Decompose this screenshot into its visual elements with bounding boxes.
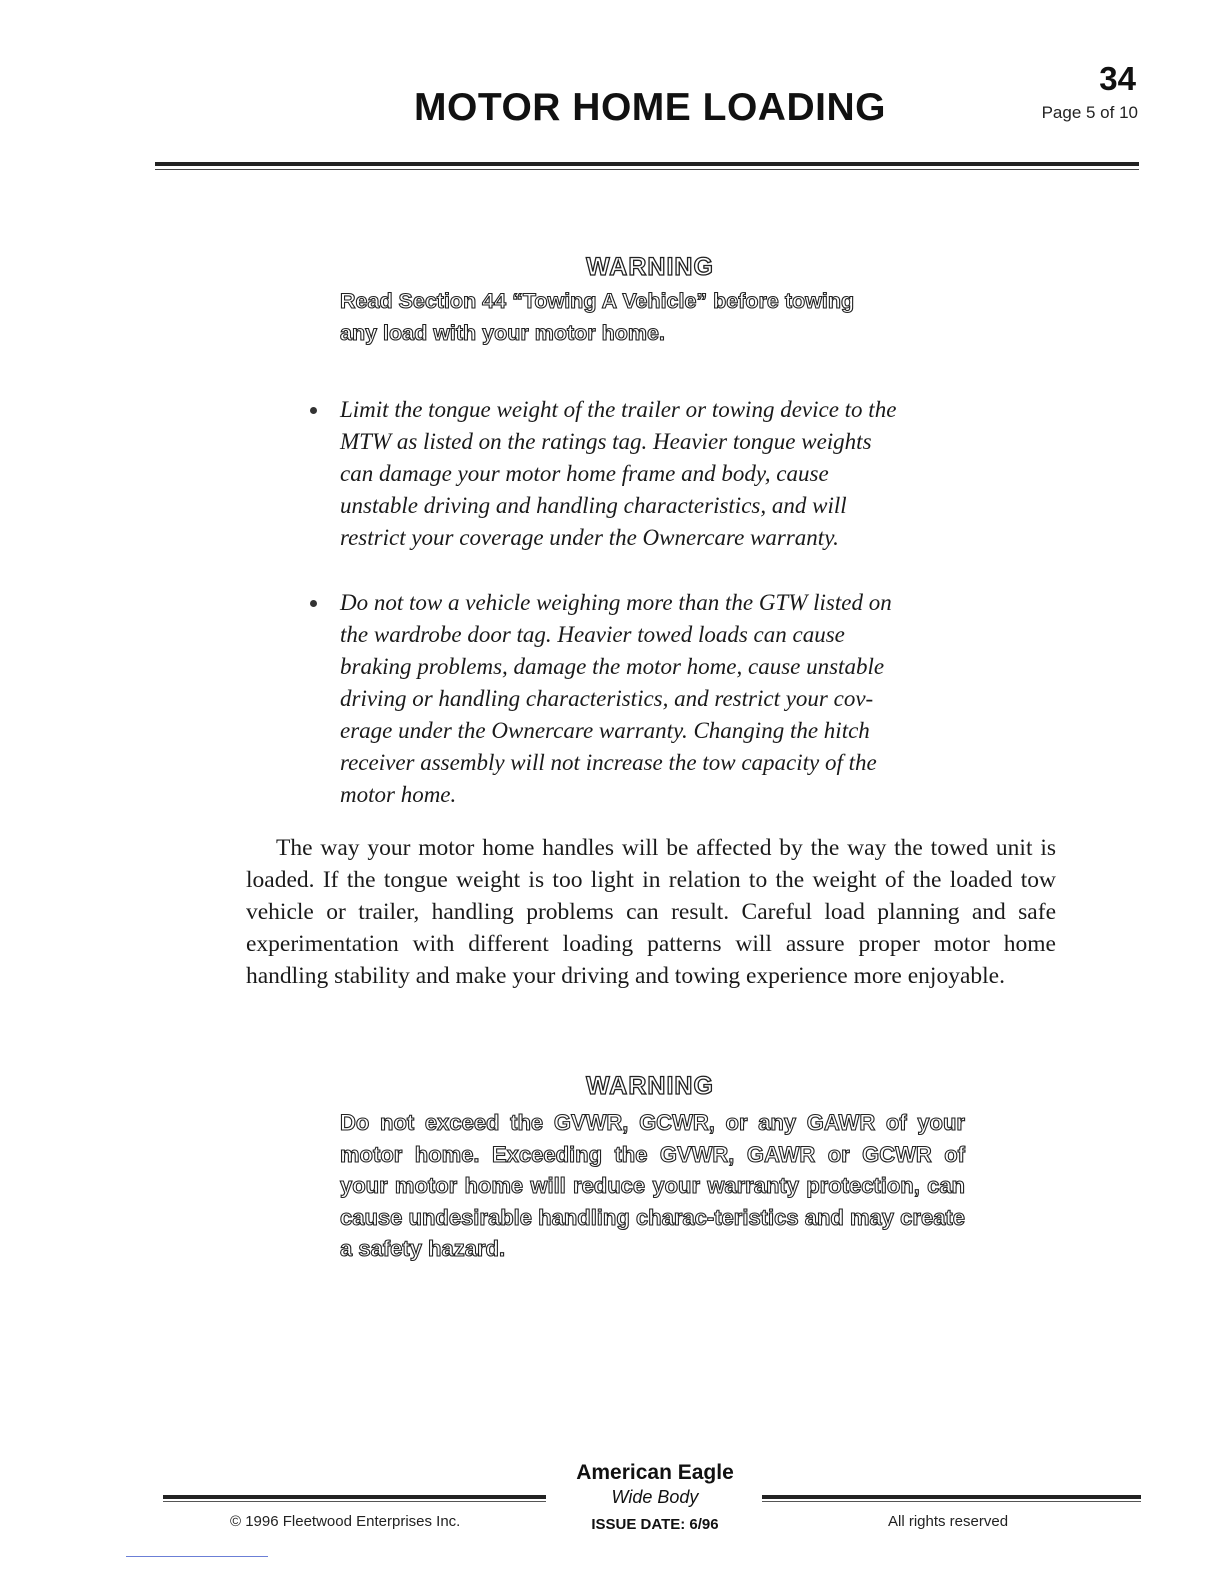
bullet-icon (310, 600, 317, 607)
bullet-list (310, 394, 962, 844)
footer-divider-left (163, 1495, 546, 1502)
footer-divider-right (762, 1495, 1141, 1502)
header-divider (155, 162, 1139, 170)
warning-1-line: any load with your motor home. (340, 320, 665, 345)
footer-issue-date: ISSUE DATE: 6/96 (591, 1516, 719, 1533)
bullet-line: receiver assembly will not increase the tow capacity of the (340, 750, 877, 775)
bullet-line: braking problems, damage the motor home, cause unstable (340, 654, 885, 679)
warning-title-2: WARNING (586, 1072, 714, 1100)
bullet-line: motor home. (340, 782, 457, 807)
bullet-line: unstable driving and handling characteristics, and will (340, 493, 847, 518)
warning-text-1 (340, 286, 965, 349)
corner-mark (126, 1556, 268, 1557)
bullet-line: MTW as listed on the ratings tag. Heavier tongue weights (340, 429, 872, 454)
bullet-item-tongue-weight (310, 394, 962, 554)
bullet-icon (310, 407, 317, 414)
bullet-line: Limit the tongue weight of the trailer or towing device to the (340, 397, 897, 422)
warning-1-line: Read Section 44 “Towing A Vehicle” before towing (340, 289, 855, 313)
body-paragraph: The way your motor home handles will be affected by the way the towed unit is loaded. If the tongue weight is too light in relation to the weight of the loaded tow vehicle or trailer, handling problems can result. Careful load planning and safe experimentation with different loading patterns will assure proper motor home handling stability and make your driving and towing experience more enjoyable. (246, 835, 1056, 989)
bullet-line: Do not tow a vehicle weighing more than the GTW listed on (340, 590, 892, 615)
section-number: 34 (1099, 60, 1136, 97)
footer-brand: American Eagle (576, 1461, 734, 1484)
page-indicator: Page 5 of 10 (1041, 103, 1138, 122)
bullet-line: can damage your motor home frame and body, cause (340, 461, 829, 486)
footer-model: Wide Body (611, 1487, 699, 1507)
bullet-item-gtw (310, 587, 962, 811)
bullet-line: driving or handling characteristics, and restrict your cov- (340, 686, 874, 711)
bullet-line: the wardrobe door tag. Heavier towed loads can cause (340, 622, 845, 647)
footer-rights: All rights reserved (888, 1513, 1009, 1530)
footer-copyright: © 1996 Fleetwood Enterprises Inc. (230, 1513, 461, 1530)
warning-title-1: WARNING (586, 253, 714, 281)
warning-text-2: Do not exceed the GVWR, GCWR, or any GAWR of your motor home. Exceeding the GVWR, GAWR or GCWR of your motor home will reduce your warranty protection, can cause undesirable handling charac-teristics and may create a safety hazard. (340, 1110, 965, 1261)
page-title: MOTOR HOME LOADING (414, 86, 886, 129)
bullet-line: erage under the Ownercare warranty. Changing the hitch (340, 718, 870, 743)
bullet-line: restrict your coverage under the Ownercare warranty. (340, 525, 839, 550)
